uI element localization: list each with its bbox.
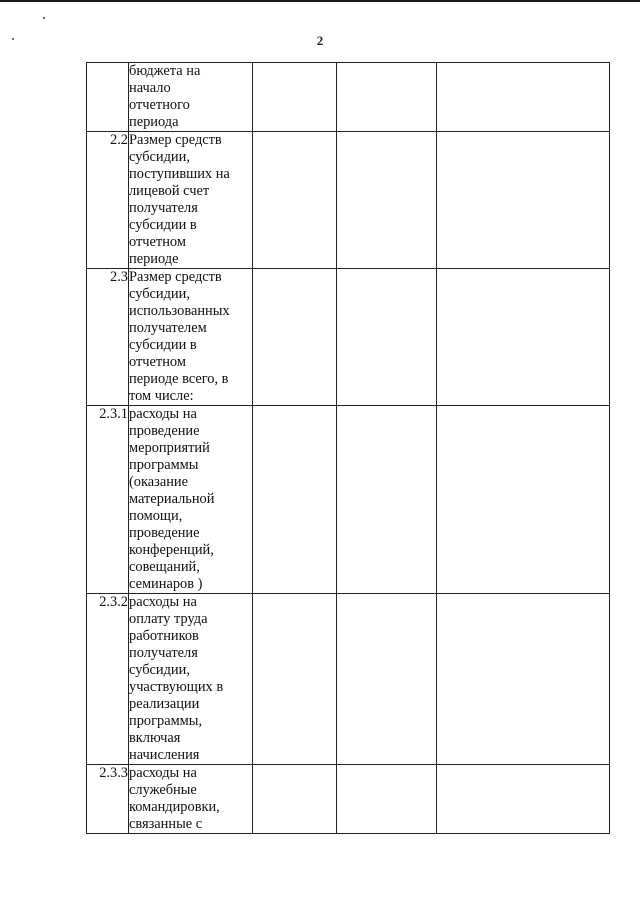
- row-number: [87, 63, 129, 132]
- empty-cell: [253, 765, 337, 834]
- page-number: 2: [316, 33, 324, 48]
- scan-edge: [0, 0, 640, 2]
- row-number: 2.2: [87, 132, 129, 269]
- table-row: [87, 132, 610, 269]
- row-number: 2.3.2: [87, 594, 129, 765]
- table-row: [87, 594, 610, 765]
- table-row: [87, 63, 610, 132]
- empty-cell: [437, 63, 610, 132]
- empty-cell: [337, 594, 437, 765]
- empty-cell: [437, 406, 610, 594]
- empty-cell: [337, 132, 437, 269]
- empty-cell: [337, 406, 437, 594]
- row-description: расходы на проведение мероприятий программы (оказание материальной помощи, проведение конференций, совещаний, семинаров ): [129, 406, 253, 594]
- empty-cell: [337, 269, 437, 406]
- table-row: [87, 269, 610, 406]
- row-description: Размер средств субсидии, поступивших на лицевой счет получателя субсидии в отчетном периоде: [129, 132, 253, 269]
- empty-cell: [337, 765, 437, 834]
- row-number: 2.3: [87, 269, 129, 406]
- row-description: Размер средств субсидии, использованных получателем субсидии в отчетном периоде всего, в том числе:: [129, 269, 253, 406]
- empty-cell: [437, 269, 610, 406]
- row-number: 2.3.3: [87, 765, 129, 834]
- empty-cell: [253, 406, 337, 594]
- empty-cell: [253, 63, 337, 132]
- scan-speck: [43, 17, 45, 19]
- row-description: бюджета на начало отчетного периода: [129, 63, 253, 132]
- report-table: [86, 62, 610, 834]
- table-row: [87, 765, 610, 834]
- empty-cell: [253, 132, 337, 269]
- empty-cell: [253, 594, 337, 765]
- row-description: расходы на оплату труда работников получателя субсидии, участвующих в реализации программы, включая начисления: [129, 594, 253, 765]
- table-row: [87, 406, 610, 594]
- row-description: расходы на служебные командировки, связанные с: [129, 765, 253, 834]
- empty-cell: [437, 594, 610, 765]
- empty-cell: [253, 269, 337, 406]
- empty-cell: [437, 132, 610, 269]
- row-number: 2.3.1: [87, 406, 129, 594]
- empty-cell: [437, 765, 610, 834]
- empty-cell: [337, 63, 437, 132]
